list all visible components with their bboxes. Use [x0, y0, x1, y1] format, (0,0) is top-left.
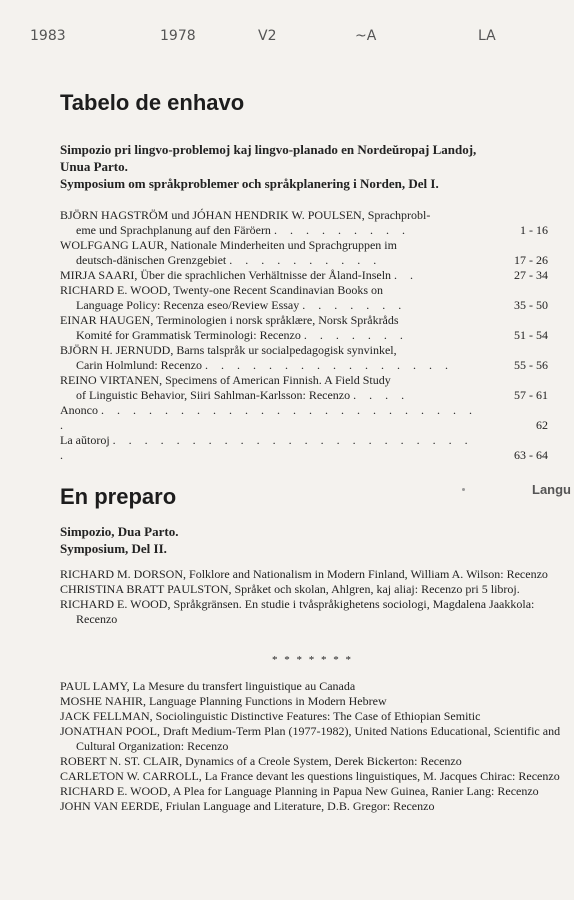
preparation-list-2: [60, 679, 570, 814]
entry-title: BJÖRN HAGSTRÖM und JÓHAN HENDRIK W. POULSEN, Sprachprobl-: [60, 208, 431, 222]
page-range: 55 - 56: [514, 358, 548, 372]
entry-title: Anonco: [60, 403, 98, 417]
entry-title-cont: Language Policy: Recenza eseo/Review Essay . . . . . . .: [76, 298, 407, 312]
entry-title: REINO VIRTANEN, Specimens of American Finnish. A Field Study: [60, 373, 391, 387]
page-range: 63 - 64: [514, 448, 548, 462]
entry-title: BJÖRN H. JERNUDD, Barns talspråk ur socialpedagogisk synvinkel,: [60, 343, 397, 357]
contents-entry: Anonco . . . . . . . . . . . . . . . . . . . . . . . . . 62: [60, 403, 548, 432]
entry-continuation: Komité for Grammatisk Terminologi: Recenzo: [76, 328, 301, 342]
in-preparation-heading: En preparo: [60, 484, 177, 509]
contents-entry: [60, 283, 548, 313]
entry-title: RICHARD E. WOOD, Twenty-one Recent Scandinavian Books on: [60, 283, 384, 297]
separator-stars: * * * * * * *: [272, 654, 353, 666]
entry-continuation: deutsch-dänischen Grenzgebiet: [76, 253, 227, 267]
decorative-dot: [462, 488, 465, 491]
contents-entry: [60, 373, 548, 403]
contents-entry: La aŭtoroj . . . . . . . . . . . . . . . . . . . . . . . . 63 - 64: [60, 433, 548, 462]
handwritten-note: 1978: [160, 28, 196, 44]
page-range: 27 - 34: [514, 268, 548, 282]
list-item: ROBERT N. ST. CLAIR, Dynamics of a Creole System, Derek Bickerton: Recenzo: [60, 754, 462, 768]
page-range: 51 - 54: [514, 328, 548, 342]
list-item: JONATHAN POOL, Draft Medium-Term Plan (1977-1982), United Nations Educational, Scientific and Cultural Organization: Recenzo: [60, 724, 561, 753]
entry-title-cont: Komité for Grammatisk Terminologi: Recenzo . . . . . . .: [76, 328, 408, 342]
contents-entry: MIRJA SAARI, Über die sprachlichen Verhältnisse der Åland-Inseln . . 27 - 34: [60, 268, 548, 282]
list-item: CHRISTINA BRATT PAULSTON, Språket och skolan, Ahlgren, kaj aliaj: Recenzo pri 5 libroj.: [60, 582, 520, 596]
page-range: 1 - 16: [517, 223, 548, 237]
subtitle-line: Simpozio, Dua Parto.: [60, 524, 179, 539]
contents-entry: [60, 313, 548, 343]
entry-continuation: of Linguistic Behavior, Siiri Sahlman-Karlsson: Recenzo: [76, 388, 351, 402]
entry-title: EINAR HAUGEN, Terminologien i norsk språklære, Norsk Språkråds: [60, 313, 399, 327]
page-range: 17 - 26: [514, 253, 548, 267]
list-item: RICHARD E. WOOD, A Plea for Language Planning in Papua New Guinea, Ranier Lang: Recenzo: [60, 784, 539, 798]
contents-entry: [60, 208, 548, 238]
page-range: 57 - 61: [514, 388, 548, 402]
contents-list: [60, 208, 548, 463]
list-item: CARLETON W. CARROLL, La France devant les questions linguistiques, M. Jacques Chirac: Recenzo: [60, 769, 560, 783]
entry-title-cont: deutsch-dänischen Grenzgebiet . . . . . . . . . .: [76, 253, 382, 267]
entry-continuation: eme und Sprachplanung auf den Färöern: [76, 223, 271, 237]
cut-off-side-text: Langu: [532, 482, 571, 497]
list-item: RICHARD M. DORSON, Folklore and Nationalism in Modern Finland, William A. Wilson: Recenzo: [60, 567, 548, 581]
entry-title-cont: of Linguistic Behavior, Siiri Sahlman-Karlsson: Recenzo . . . .: [76, 388, 410, 402]
list-item: MOSHE NAHIR, Language Planning Functions in Modern Hebrew: [60, 694, 387, 708]
subtitle-line: Simpozio pri lingvo-problemoj kaj lingvo-planado en Nordeŭropaj Landoj,: [60, 142, 477, 157]
symposium-subtitle: [60, 141, 564, 192]
entry-continuation: Language Policy: Recenza eseo/Review Essay: [76, 298, 300, 312]
entry-continuation: Carin Holmlund: Recenzo: [76, 358, 202, 372]
page-range: 35 - 50: [514, 298, 548, 312]
entry-title: MIRJA SAARI, Über die sprachlichen Verhältnisse der Åland-Inseln: [60, 268, 392, 282]
entry-title: La aŭtoroj: [60, 433, 110, 447]
handwritten-note: ~A: [355, 28, 377, 44]
subtitle-line: Symposium, Del II.: [60, 541, 167, 556]
page-range: 62: [536, 418, 548, 432]
list-item: JACK FELLMAN, Sociolinguistic Distinctive Features: The Case of Ethiopian Semitic: [60, 709, 481, 723]
entry-title-cont: Carin Holmlund: Recenzo . . . . . . . . . . . . . . . .: [76, 358, 453, 372]
preparation-list: [60, 567, 570, 627]
list-item: PAUL LAMY, La Mesure du transfert linguistique au Canada: [60, 679, 356, 693]
contents-heading: Tabelo de enhavo: [60, 90, 245, 115]
handwritten-note: 1983: [30, 28, 66, 44]
list-item: JOHN VAN EERDE, Friulan Language and Literature, D.B. Gregor: Recenzo: [60, 799, 435, 813]
entry-title-cont: eme und Sprachplanung auf den Färöern . . . . . . . . .: [76, 223, 410, 237]
entry-title: WOLFGANG LAUR, Nationale Minderheiten und Sprachgruppen im: [60, 238, 397, 252]
handwritten-note: V2: [258, 28, 277, 44]
list-item: RICHARD E. WOOD, Språkgränsen. En studie i tvåspråkighetens sociologi, Magdalena Jaakkola: Recenzo: [60, 597, 535, 626]
handwritten-note: LA: [478, 28, 496, 44]
subtitle-line: Unua Parto.: [60, 159, 128, 174]
contents-entry: [60, 238, 548, 268]
contents-entry: [60, 343, 548, 373]
subtitle-line: Symposium om språkproblemer och språkplanering i Norden, Del I.: [60, 176, 439, 191]
part-two-subtitle: [60, 523, 564, 557]
